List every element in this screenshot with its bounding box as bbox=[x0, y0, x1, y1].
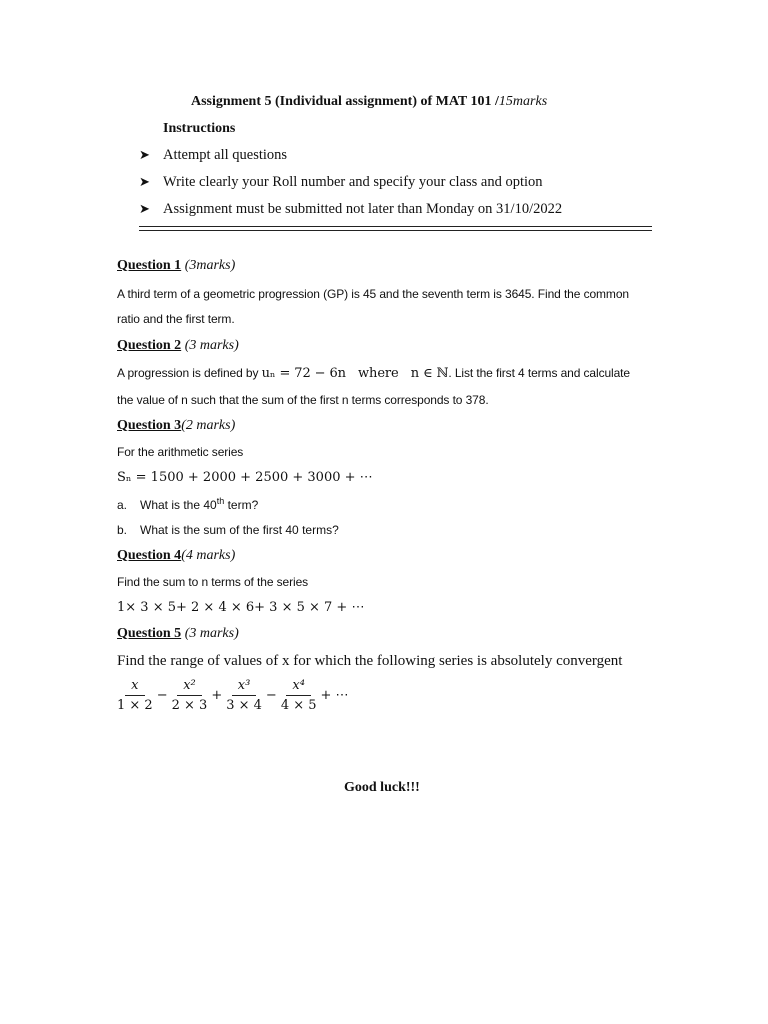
question-label: Question 1 bbox=[117, 258, 182, 273]
instructions-heading: Instructions bbox=[163, 121, 236, 136]
title-text: Assignment 5 (Individual assignment) of MAT 101 / bbox=[191, 94, 499, 109]
question-4-intro: Find the sum to n terms of the series bbox=[117, 575, 309, 589]
question-4-heading bbox=[117, 548, 235, 564]
question-marks: (3 marks) bbox=[184, 338, 239, 353]
item-text: What is the sum of the first 40 terms? bbox=[140, 523, 339, 537]
numerator: x² bbox=[177, 678, 202, 696]
math-expression: uₙ = 72 − 6n where n ∈ ℕ bbox=[261, 366, 449, 381]
question-marks: (2 marks) bbox=[181, 418, 236, 433]
divider bbox=[139, 226, 652, 227]
instruction-item bbox=[139, 201, 562, 218]
divider bbox=[139, 230, 652, 231]
question-2-text bbox=[117, 366, 630, 381]
item-text: What is the 40 bbox=[140, 498, 217, 512]
list-item bbox=[117, 523, 339, 537]
closing-text: Good luck!!! bbox=[344, 780, 420, 795]
series-expression: 1× 3 × 5+ 2 × 4 × 6+ 3 × 5 × 7 + ⋯ bbox=[117, 600, 365, 615]
text-suffix: . List the first 4 terms and calculate bbox=[448, 366, 630, 380]
question-1-text: A third term of a geometric progression (GP) is 45 and the seventh term is 3645. Find the common bbox=[117, 287, 629, 301]
arrow-bullet-icon: ➤ bbox=[139, 148, 150, 163]
question-2-text: the value of n such that the sum of the first n terms corresponds to 378. bbox=[117, 393, 489, 407]
question-3-intro: For the arithmetic series bbox=[117, 445, 244, 459]
instruction-item bbox=[139, 147, 287, 164]
instruction-text: Attempt all questions bbox=[163, 147, 288, 163]
numerator: x bbox=[125, 678, 144, 696]
arrow-bullet-icon: ➤ bbox=[139, 202, 150, 217]
series-expression: Sₙ = 1500 + 2000 + 2500 + 3000 + ⋯ bbox=[117, 470, 373, 485]
operator: − bbox=[265, 688, 277, 703]
question-1-heading bbox=[117, 258, 235, 274]
question-1-text: ratio and the first term. bbox=[117, 312, 235, 326]
question-5-heading bbox=[117, 626, 239, 642]
numerator: x⁴ bbox=[286, 678, 311, 696]
denominator: 4 × 5 bbox=[280, 698, 317, 713]
denominator: 2 × 3 bbox=[171, 698, 208, 713]
item-sup: th bbox=[216, 496, 225, 506]
instruction-text: Assignment must be submitted not later than Monday on 31/10/2022 bbox=[163, 201, 563, 217]
question-marks: (4 marks) bbox=[181, 548, 236, 563]
question-label: Question 2 bbox=[117, 338, 182, 353]
question-marks: (3marks) bbox=[184, 258, 236, 273]
question-label: Question 3 bbox=[117, 418, 182, 433]
question-2-heading bbox=[117, 338, 239, 354]
question-label: Question 4 bbox=[117, 548, 182, 563]
item-label: a. bbox=[117, 498, 128, 512]
arrow-bullet-icon: ➤ bbox=[139, 175, 150, 190]
fraction bbox=[172, 678, 208, 713]
text-prefix: A progression is defined by bbox=[117, 366, 259, 380]
item-text-post: term? bbox=[224, 498, 259, 512]
operator: + bbox=[211, 688, 223, 703]
operator: − bbox=[156, 688, 168, 703]
denominator: 1 × 2 bbox=[117, 698, 153, 713]
assignment-title bbox=[191, 94, 547, 110]
question-5-intro: Find the range of values of x for which the following series is absolutely convergent bbox=[117, 653, 623, 669]
item-label: b. bbox=[117, 523, 128, 537]
question-3-heading bbox=[117, 418, 235, 434]
list-item bbox=[117, 496, 258, 512]
fraction-series bbox=[114, 678, 350, 713]
instruction-item bbox=[139, 174, 543, 191]
operator: + ⋯ bbox=[320, 688, 349, 703]
question-marks: (3 marks) bbox=[184, 626, 239, 641]
fraction bbox=[226, 678, 262, 713]
question-label: Question 5 bbox=[117, 626, 182, 641]
fraction bbox=[281, 678, 317, 713]
denominator: 3 × 4 bbox=[226, 698, 262, 713]
title-marks: 15marks bbox=[498, 94, 548, 109]
instruction-text: Write clearly your Roll number and specify your class and option bbox=[163, 174, 543, 190]
fraction bbox=[117, 678, 153, 713]
numerator: x³ bbox=[232, 678, 257, 696]
